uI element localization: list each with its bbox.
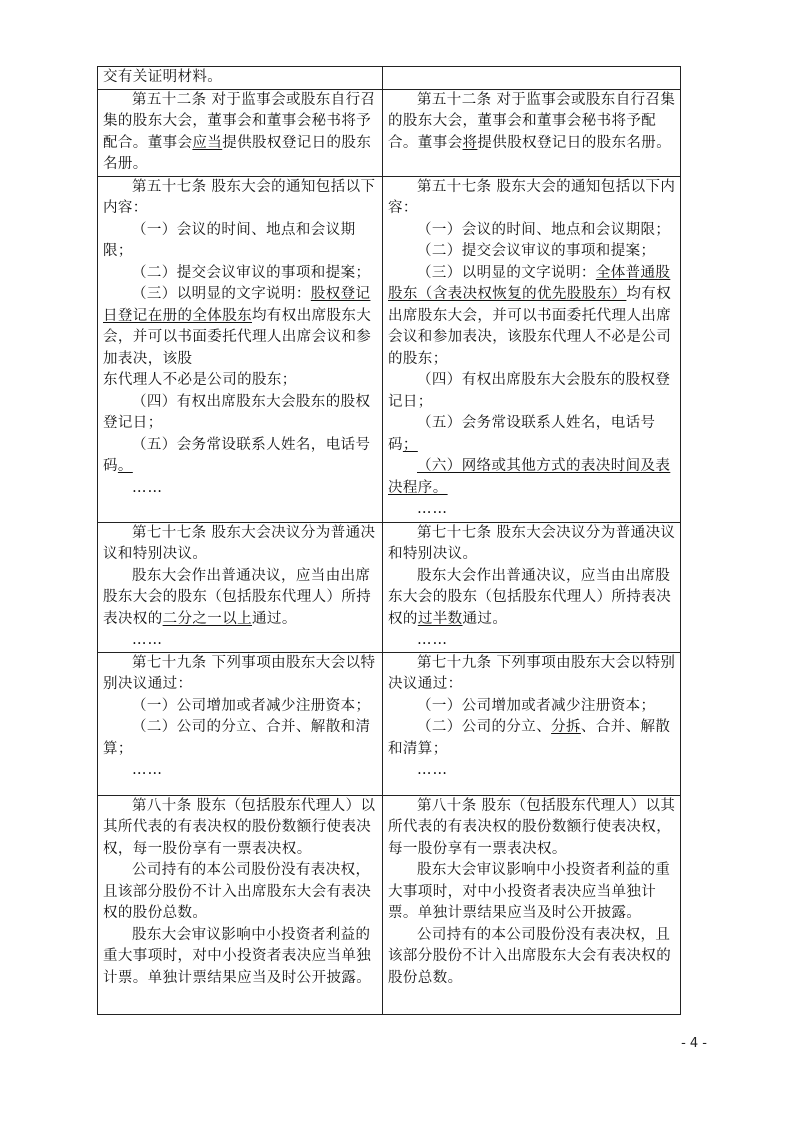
- amended-text: 将: [462, 134, 478, 151]
- amended-text: 过半数: [417, 610, 463, 627]
- clause-text: 第七十七条 股东大会决议分为普通决议和特别决议。: [388, 524, 676, 562]
- table-row: [98, 176, 681, 522]
- table-row: [98, 795, 681, 1014]
- clause-text: 股东大会作出普通决议，应当由出席股东大会的股东（包括股东代理人）所持表决权的: [388, 567, 672, 627]
- clause-paragraph: [103, 653, 378, 696]
- ellipsis: [388, 760, 676, 782]
- clause-paragraph: [388, 456, 676, 499]
- revised-clause-cell: [383, 176, 681, 522]
- clause-paragraph: [103, 796, 378, 861]
- clause-text: （一）会议的时间、地点和会议期限；: [417, 221, 671, 238]
- clause-paragraph: [103, 860, 378, 925]
- ellipsis: [388, 499, 676, 521]
- clause-text: （二）提交会议审议的事项和提案；: [417, 243, 656, 259]
- table-row: [98, 652, 681, 795]
- amended-text: 二分之一以上: [162, 610, 253, 627]
- clause-paragraph: [388, 696, 676, 718]
- clause-paragraph: [103, 284, 378, 370]
- clause-text: 股东大会审议影响中小投资者利益的重大事项时，对中小投资者表决应当单独计票。单独计票结果应当及时公开披露。: [388, 862, 671, 921]
- clause-text: （五）会务常设联系人姓名，电话号码: [388, 415, 656, 453]
- table-row: [98, 89, 681, 176]
- clause-paragraph: [388, 653, 676, 696]
- ellipsis: [103, 760, 378, 782]
- ellipsis: [103, 630, 378, 652]
- original-clause-cell: [98, 67, 383, 90]
- page-number: - 4 -: [681, 1036, 707, 1051]
- clause-paragraph: [388, 220, 676, 242]
- clause-paragraph: [103, 220, 378, 263]
- clause-paragraph: [103, 696, 378, 718]
- clause-text: （三）以明显的文字说明：: [132, 286, 311, 302]
- clause-paragraph: [103, 67, 378, 89]
- comparison-table-body: [98, 67, 681, 1015]
- clause-text: （四）有权出席股东大会股东的股权登记日；: [388, 372, 671, 410]
- clause-text: 、合并、解散和清算；: [388, 719, 671, 757]
- clause-text: （一）公司增加或者减少注册资本；: [132, 697, 371, 714]
- clause-paragraph: [103, 263, 378, 285]
- clause-text: 通过。: [462, 610, 508, 627]
- original-clause-cell: [98, 652, 383, 795]
- clause-text: ……: [417, 501, 448, 517]
- revised-clause-cell: [383, 652, 681, 795]
- clause-text: （二）公司的分立、合并、解散和清算；: [103, 719, 371, 757]
- amended-text: 分拆: [551, 719, 581, 735]
- ellipsis: [103, 478, 378, 500]
- clause-paragraph: [103, 566, 378, 631]
- clause-paragraph: [103, 177, 378, 220]
- amended-text: 股权登记日登记在册的全体股东: [103, 286, 371, 324]
- clause-paragraph: [388, 413, 676, 456]
- ellipsis: [388, 630, 676, 652]
- clause-paragraph: [103, 717, 378, 760]
- clause-text: ……: [132, 762, 163, 778]
- clause-text: 第七十七条 股东大会决议分为普通决议和特别决议。: [103, 524, 376, 562]
- clause-paragraph: [103, 435, 378, 478]
- original-clause-cell: [98, 89, 383, 176]
- revised-clause-cell: [383, 522, 681, 652]
- clause-paragraph: [103, 925, 378, 990]
- clause-paragraph: [388, 370, 676, 413]
- clause-paragraph: [388, 796, 676, 861]
- clause-text: 提供股权登记日的股东名册。: [477, 134, 672, 151]
- clause-text: 第八十条 股东（包括股东代理人）以其所代表的有表决权的股份数额行使表决权，每一股份享有一票表决权。: [388, 797, 676, 857]
- clause-text: （二）提交会议审议的事项和提案；: [132, 264, 371, 281]
- clause-text: （三）以明显的文字说明：: [417, 264, 596, 281]
- clause-paragraph: [388, 90, 676, 155]
- original-clause-cell: [98, 176, 383, 522]
- amended-text: 全体普通股股东（含表决权恢复的优先股股东）: [388, 264, 671, 302]
- revised-clause-cell: [383, 67, 681, 90]
- clause-text: 第五十二条 对于监事会或股东自行召集的股东大会，董事会和董事会秘书将予配合。董事会: [103, 91, 376, 151]
- clause-paragraph: [388, 925, 676, 990]
- clause-paragraph: [388, 717, 676, 760]
- clause-text: 股东大会作出普通决议，应当由出席股东大会的股东（包括股东代理人）所持表决权的: [103, 567, 372, 627]
- clause-text: ……: [132, 632, 163, 648]
- table-row: [98, 522, 681, 652]
- clause-paragraph: [388, 177, 676, 220]
- clause-text: ……: [417, 632, 448, 648]
- clause-paragraph: [388, 523, 676, 566]
- clause-text: 公司持有的本公司股份没有表决权，且该部分股份不计入出席股东大会有表决权的股份总数。: [103, 862, 372, 921]
- clause-text: 第七十九条 下列事项由股东大会以特别决议通过：: [103, 654, 376, 692]
- clause-text: （二）公司的分立、: [417, 719, 552, 735]
- table-row: [98, 67, 681, 90]
- clause-paragraph: [103, 392, 378, 435]
- clause-paragraph: [103, 370, 378, 392]
- clause-paragraph: [388, 860, 676, 925]
- clause-text: （一）公司增加或者减少注册资本；: [417, 697, 656, 714]
- comparison-table: [97, 66, 681, 1015]
- original-clause-cell: [98, 522, 383, 652]
- amended-text: 。: [117, 458, 133, 474]
- clause-text: 第五十七条 股东大会的通知包括以下内容：: [388, 178, 676, 216]
- clause-text: 公司持有的本公司股份没有表决权，且该部分股份不计入出席股东大会有表决权的股份总数。: [388, 926, 672, 986]
- revised-clause-cell: [383, 89, 681, 176]
- clause-text: 股东大会审议影响中小投资者利益的重大事项时，对中小投资者表决应当单独计票。单独计票结果应当及时公开披露。: [103, 926, 372, 986]
- amended-text: （六）网络或其他方式的表决时间及表决程序。: [388, 458, 671, 496]
- clause-text: 均有权出席股东大会，并可以书面委托代理人出席会议和参加表决，该股东代理人不必是公司的股东；: [388, 286, 672, 367]
- clause-text: 通过。: [252, 610, 297, 627]
- clause-text: 第八十条 股东（包括股东代理人）以其所代表的有表决权的股份数额行使表决权，每一股份享有一票表决权。: [103, 797, 376, 857]
- clause-text: 提供股权登记日的股东名册。: [103, 134, 372, 172]
- original-clause-cell: [98, 795, 383, 1014]
- amended-text: ；: [402, 436, 418, 453]
- clause-text: 第七十九条 下列事项由股东大会以特别决议通过：: [388, 654, 676, 692]
- clause-text: 交有关证明材料。: [103, 69, 223, 85]
- clause-text: 东代理人不必是公司的股东；: [103, 372, 297, 388]
- amended-text: 应当: [192, 134, 223, 151]
- clause-text: （五）会务常设联系人姓名，电话号码: [103, 436, 371, 474]
- clause-paragraph: [388, 263, 676, 371]
- clause-paragraph: [103, 523, 378, 566]
- revised-clause-cell: [383, 795, 681, 1014]
- clause-text: ……: [132, 479, 163, 496]
- clause-text: 均有权出席股东大会，并可以书面委托代理人出席会议和参加表决，该股: [103, 307, 372, 367]
- clause-text: 第五十七条 股东大会的通知包括以下内容：: [103, 178, 376, 216]
- clause-paragraph: [388, 566, 676, 631]
- clause-text: 第五十二条 对于监事会或股东自行召集的股东大会，董事会和董事会秘书将予配合。董事会: [388, 91, 676, 151]
- clause-text: ……: [417, 762, 448, 778]
- clause-paragraph: [388, 241, 676, 263]
- clause-text: （四）有权出席股东大会股东的股权登记日；: [103, 393, 371, 431]
- clause-text: （一）会议的时间、地点和会议期限；: [103, 221, 356, 259]
- clause-paragraph: [103, 90, 378, 176]
